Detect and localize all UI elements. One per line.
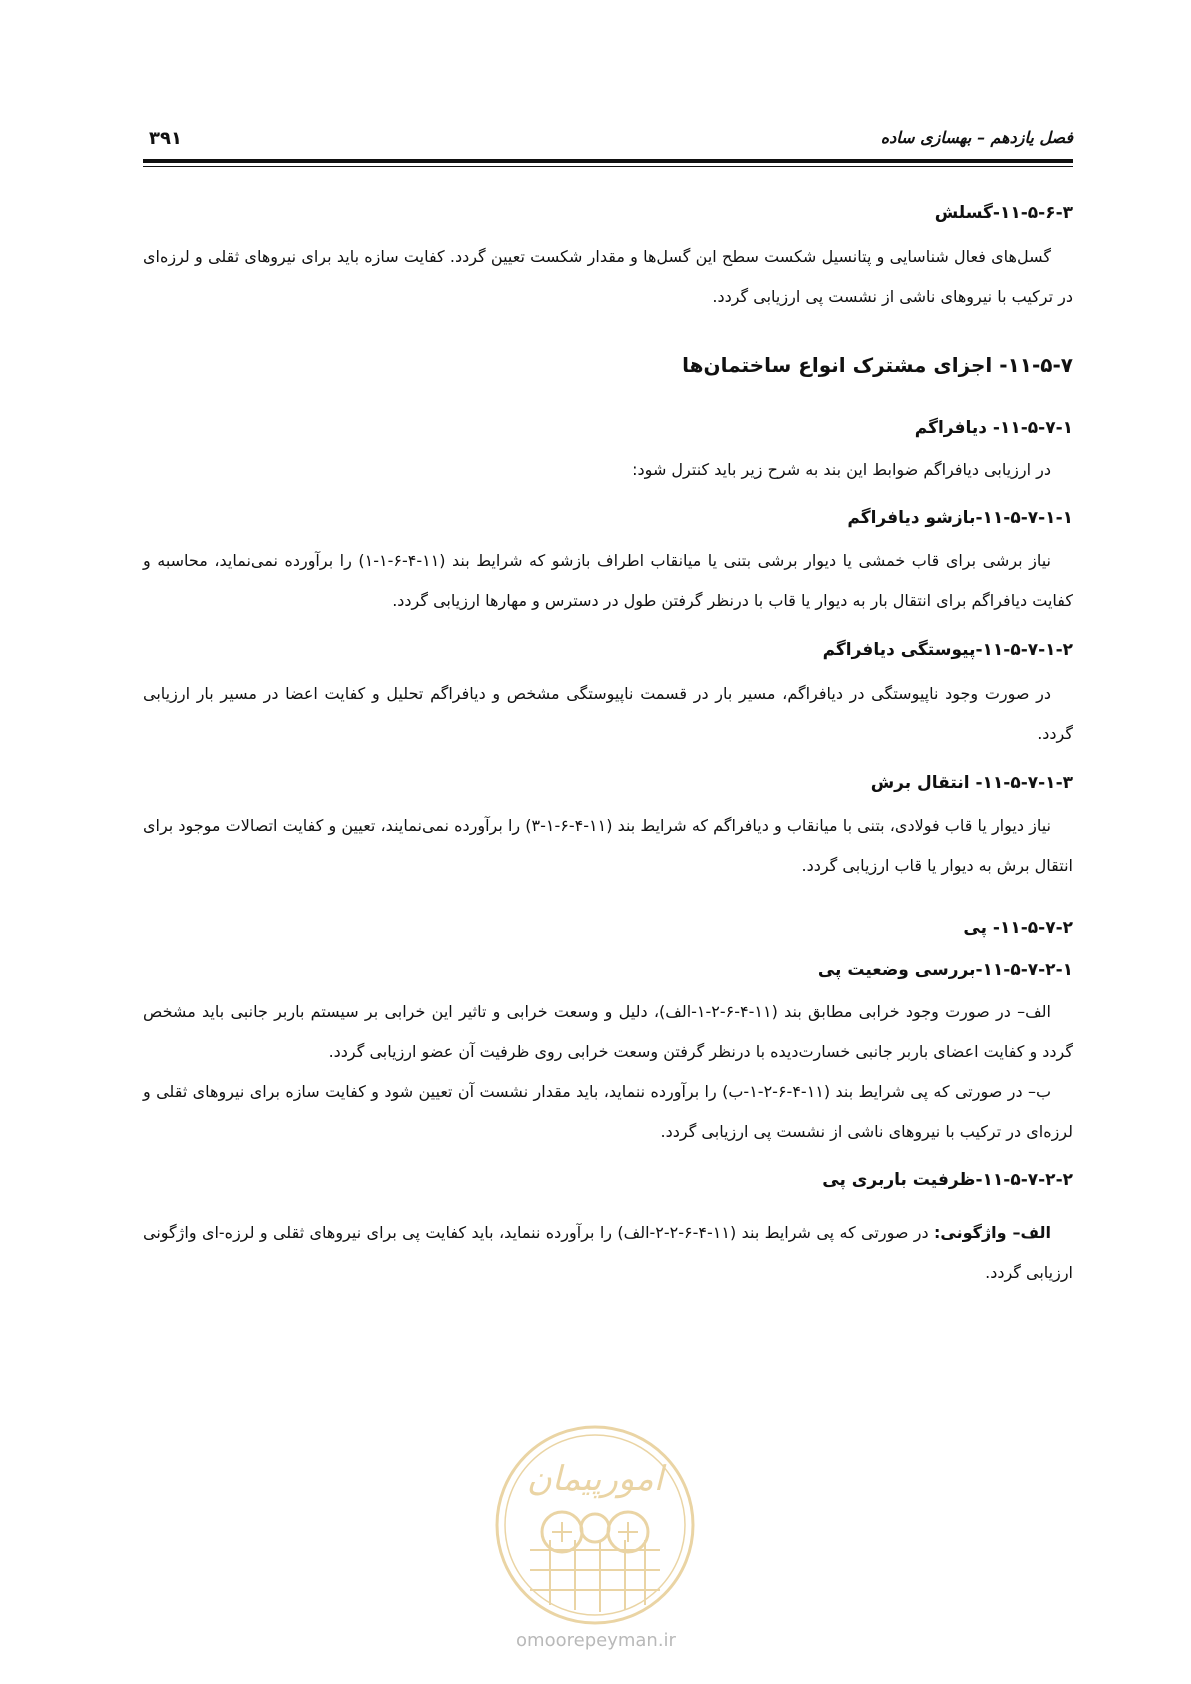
section-heading-diaphragm-opening: ۱۱-۵-۷-۱-۱-بازشو دیافراگم	[847, 508, 1073, 528]
watermark-url: omoorepeyman.ir	[516, 1630, 676, 1651]
section-heading-shear-transfer: ۱۱-۵-۷-۱-۳- انتقال برش	[870, 773, 1073, 793]
header-rule-thin	[143, 166, 1073, 167]
section-heading-bearing-capacity: ۱۱-۵-۷-۲-۲-ظرفیت باربری پی	[822, 1170, 1073, 1190]
header-rule-thick	[143, 159, 1073, 163]
section-heading-faulting: ۱۱-۵-۶-۳-گسلش	[934, 203, 1073, 223]
paragraph-overturning-text: در صورتی که پی شرایط بند (۱۱-۴-۶-۲-۲-الف) را برآورده ننماید، باید کفایت پی برای نیروهای ثقلی و لرزه-ای واژگونی ارزیابی گردد.	[143, 1223, 1073, 1282]
watermark-logo-text: امورپیمان	[526, 1459, 664, 1499]
section-heading-foundation: ۱۱-۵-۷-۲- پی	[963, 918, 1073, 938]
section-heading-diaphragm-continuity: ۱۱-۵-۷-۱-۲-پیوستگی دیافراگم	[822, 640, 1073, 660]
chapter-title: فصل یازدهم – بهسازی ساده	[880, 128, 1073, 147]
paragraph-diaphragm-continuity: در صورت وجود ناپیوستگی در دیافراگم، مسیر بار در قسمت ناپیوستگی مشخص و دیافراگم تحلیل و کفایت اعضا در مسیر بار ارزیابی گردد.	[143, 684, 1073, 743]
paragraph-shear-transfer: نیاز دیوار یا قاب فولادی، بتنی با میانقاب و دیافراگم که شرایط بند (۱۱-۴-۶-۱-۳) را برآورده نمی‌نمایند، تعیین و کفایت اتصالات موجود برای انتقال برش به دیوار یا قاب ارزیابی گردد.	[143, 816, 1073, 875]
paragraph-foundation-condition-a: الف– در صورت وجود خرابی مطابق بند (۱۱-۴-۶-۲-۱-الف)، دلیل و وسعت خرابی و تاثیر این خرابی بر سیستم باربر جانبی باید مشخص گردد و کفایت اعضای باربر جانبی خسارت‌دیده با درنظر گرفتن وسعت خرابی روی ظرفیت آن عضو ارزیابی گردد.	[143, 1002, 1073, 1061]
paragraph-diaphragm: در ارزیابی دیافراگم ضوابط این بند به شرح زیر باید کنترل شود:	[632, 460, 1051, 479]
page-number: ۳۹۱	[149, 128, 182, 149]
paragraph-faulting: گسل‌های فعال شناسایی و پتانسیل شکست سطح این گسل‌ها و مقدار شکست تعیین گردد. کفایت سازه باید برای نیروهای ثقلی و لرزه‌ای در ترکیب با نیروهای ناشی از نشست پی ارزیابی گردد.	[143, 247, 1073, 306]
paragraph-foundation-condition-b: ب– در صورتی که پی شرایط بند (۱۱-۴-۶-۲-۱-ب) را برآورده ننماید، باید مقدار نشست آن تعیین شود و کفایت سازه برای نیروهای ثقلی و لرزه‌ای در ترکیب با نیروهای ناشی از نشست پی ارزیابی گردد.	[143, 1082, 1073, 1141]
section-heading-diaphragm: ۱۱-۵-۷-۱- دیافراگم	[914, 418, 1073, 438]
watermark-seal-logo	[490, 1420, 700, 1650]
section-heading-common-components: ۱۱-۵-۷- اجزای مشترک انواع ساختمان‌ها	[682, 353, 1073, 377]
page-header	[143, 128, 1073, 160]
section-heading-foundation-condition: ۱۱-۵-۷-۲-۱-بررسی وضعیت پی	[817, 960, 1073, 980]
paragraph-overturning-lead: الف– واژگونی:	[934, 1223, 1052, 1242]
paragraph-overturning	[143, 1213, 1073, 1293]
paragraph-diaphragm-opening: نیاز برشی برای قاب خمشی یا دیوار برشی بتنی یا میانقاب اطراف بازشو که شرایط بند (۱۱-۴-۶-۱-۱) را برآورده نمی‌نماید، محاسبه و کفایت دیافراگم برای انتقال بار به دیوار یا قاب با درنظر گرفتن طول در دسترس و مهارها ارزیابی گردد.	[143, 551, 1073, 610]
